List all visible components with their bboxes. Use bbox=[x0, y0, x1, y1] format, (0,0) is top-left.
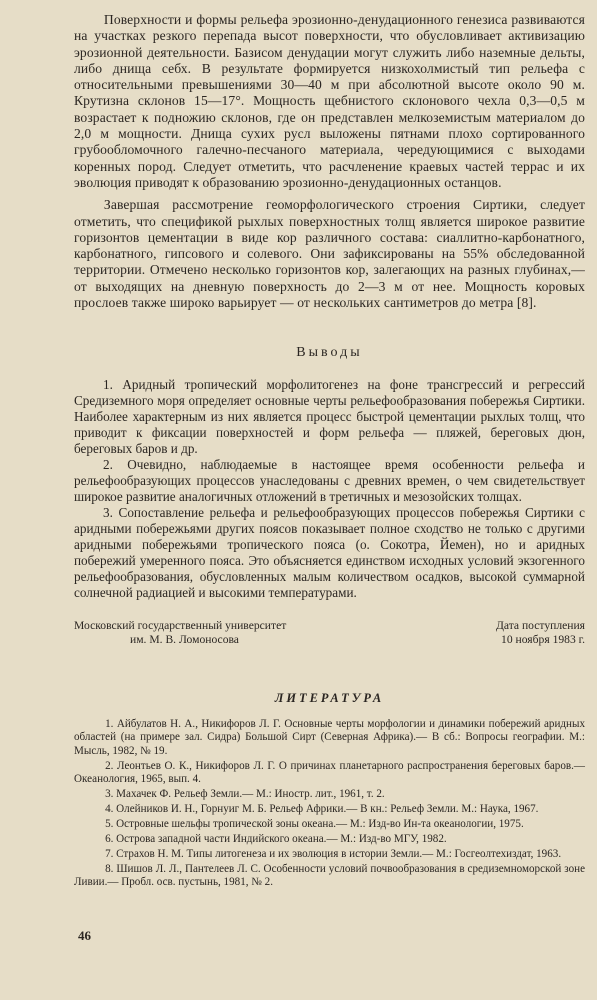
received-label: Дата поступления bbox=[495, 619, 585, 633]
reference-list bbox=[74, 718, 585, 889]
reference-item: 2. Леонтьев О. К., Никифоров Л. Г. О причинах планетарного распространения береговых баров.— Океанология, 1965, вып. 4. bbox=[74, 759, 585, 785]
reference-item: 4. Олейников И. Н., Горнуиг М. Б. Рельеф Африки.— В кн.: Рельеф Земли. М.: Наука, 1967. bbox=[105, 802, 539, 815]
affiliation-line: Московский государственный университет bbox=[74, 619, 287, 633]
reference-item: 6. Острова западной части Индийского океана.— М.: Изд-во МГУ, 1982. bbox=[105, 833, 447, 846]
reference-item: 8. Шишов Л. Л., Пантелеев Л. С. Особенности условий почвообразования в средиземноморской зоне Ливии.— Пробл. осв. пустынь, 1981, № 2. bbox=[74, 863, 585, 889]
reference-item: 1. Айбулатов Н. А., Никифоров Л. Г. Основные черты морфологии и динамики побережий аридных областей (на примере зал. Сидра) Большой Сирт (Северная Африка).— В сб.: Вопросы географии. М.: Мысль, 1982, № 19. bbox=[74, 718, 585, 757]
conclusion-item: 3. Сопоставление рельефа и рельефообразующих процессов побережья Сиртики с аридными побережьями других поясов показывает полное сходство не только с другими аридными побережьями тропического пояса (о. Сокотра, Йемен), но и аридных побережий умеренного пояса. Это объясняется единством исходных условий экзогенного рельефообразования, обусловленных малым количеством осадков, высокой суммарной солнечной радиацией и высокими температурами. bbox=[74, 505, 585, 601]
signature-block bbox=[74, 619, 585, 647]
affiliation-line: им. М. В. Ломоносова bbox=[130, 633, 239, 647]
conclusion-item: 1. Аридный тропический морфолитогенез на фоне трансгрессий и регрессий Средиземного моря определяет основные черты рельефообразования побережья Сиртики. Наиболее характерным из них является процесс быстрой цементации рыхлых толщ, что приводит к фиксации поверхностей и форм рельефа — пляжей, береговых дюн, береговых баров и др. bbox=[74, 377, 585, 457]
received-date bbox=[496, 619, 585, 647]
conclusion-item: 2. Очевидно, наблюдаемые в настоящее время особенности рельефа и рельефообразующих процессов унаследованы с древних времен, о чем свидетельствует широкое развитие аналогичных отложений в третичных и мезозойских толщах. bbox=[74, 457, 585, 505]
affiliation bbox=[74, 619, 286, 647]
reference-item: 7. Страхов Н. М. Типы литогенеза и их эволюция в истории Земли.— М.: Госгеолтехиздат, 1963. bbox=[105, 848, 562, 861]
conclusions-heading: Выводы bbox=[296, 345, 363, 361]
reference-item: 3. Махачек Ф. Рельеф Земли.— М.: Иностр. лит., 1961, т. 2. bbox=[105, 787, 385, 800]
body-paragraph: Завершая рассмотрение геоморфологического строения Сиртики, следует отметить, что спецификой рыхлых поверхностных толщ является широкое развитие горизонтов цементации в виде кор различного состава: сиаллитно-карбонатного, карбонатного, гипсового и солевого. Они зафиксированы на 55% обследованной территории. Отмечено несколько горизонтов кор, залегающих на разных глубинах,— от выходящих на дневную поверхность до 2—3 м от нее. Мощность коровых прослоев также широко варьирует — от нескольких сантиметров до метра [8]. bbox=[74, 197, 585, 311]
received-value: 10 ноября 1983 г. bbox=[501, 633, 585, 647]
reference-item: 5. Островные шельфы тропической зоны океана.— М.: Изд-во Ин-та океанологии, 1975. bbox=[105, 818, 524, 830]
page-number: 46 bbox=[78, 928, 91, 943]
body-paragraph: Поверхности и формы рельефа эрозионно-денудационного генезиса развиваются на участках резкого перепада высот поверхности, что обусловливает активизацию эрозионной деятельности. Базисом денудации могут служить либо наземные дельты, либо днища себх. В результате формируется низкохолмистый тип рельефа с относительными превышениями 30—40 м при абсолютной высоте около 90 м. Крутизна склонов 15—17°. Мощность щебнистого склонового чехла 0,3—0,5 м возрастает к подножию склонов, где он представлен мелкоземистым материалом до 2,0 м мощности. Днища сухих русл выложены пятнами плохо сортированного грубообломочного галечно-песчаного материала, чередующимися с выходами коренных пород. Следует отметить, что расчленение краевых частей террас и их эволюция приводят к образованию эрозионно-денудационных останцов. bbox=[74, 12, 585, 190]
literature-heading: ЛИТЕРАТУРА bbox=[274, 691, 385, 706]
